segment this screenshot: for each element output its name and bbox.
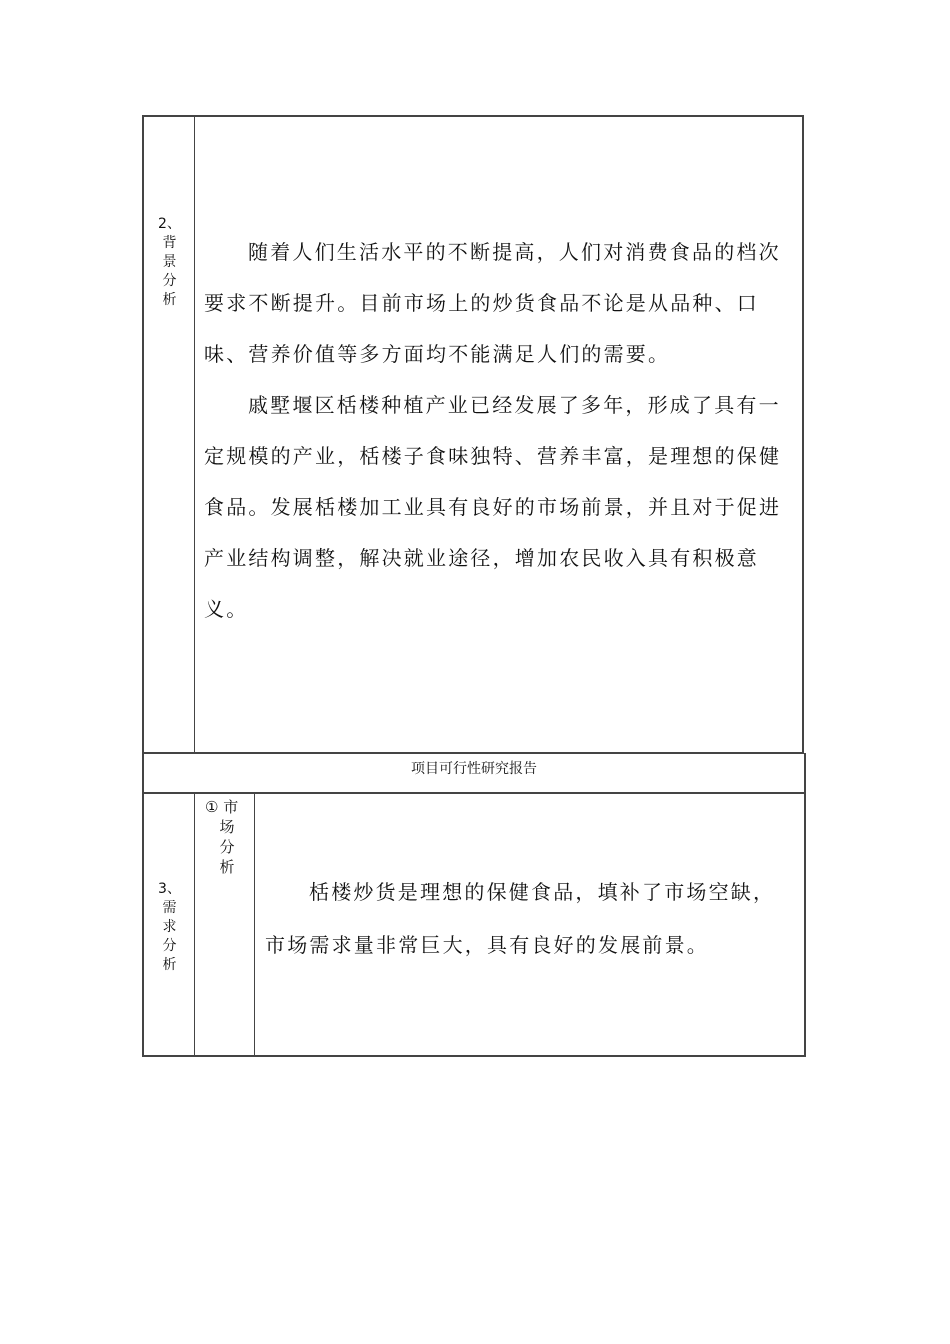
market-analysis-label-char: ① 市: [205, 798, 239, 816]
section-3-label-char: 求: [162, 919, 177, 935]
section-3-label-cell: [144, 794, 195, 1055]
section-3-label-char: 3、: [158, 881, 181, 897]
section-3-content: [265, 866, 795, 972]
report-title: 项目可行性研究报告: [411, 761, 537, 777]
market-analysis-label-char: 场: [219, 818, 235, 836]
market-analysis-label: [205, 797, 249, 877]
section-3-table: [142, 793, 806, 1057]
market-analysis-label-char: 析: [219, 858, 235, 876]
section-2-paragraph: 戚墅堰区栝楼种植产业已经发展了多年，形成了具有一定规模的产业，栝楼子食味独特、营养丰富，是理想的保健食品。发展栝楼加工业具有良好的市场前景，并且对于促进产业结构调整，解决就业途径，增加农民收入具有积极意义。: [204, 393, 782, 621]
section-2-label-char: 背: [162, 235, 177, 251]
section-2-label-cell: [144, 117, 195, 752]
section-2-label: [144, 215, 195, 310]
section-2-label-char: 景: [162, 254, 177, 270]
section-3-label-char: 分: [162, 938, 177, 954]
report-header-row: [142, 753, 806, 793]
section-3-paragraph: 栝楼炒货是理想的保健食品，填补了市场空缺，市场需求量非常巨大，具有良好的发展前景。: [265, 880, 776, 957]
section-2-label-char: 2、: [158, 216, 181, 232]
section-3-label-char: 析: [162, 957, 177, 973]
market-analysis-label-char: 分: [219, 838, 235, 856]
section-3-sub-label-cell: [195, 794, 255, 1055]
section-2-table: [142, 115, 804, 753]
section-2-content: [204, 227, 800, 635]
section-2-paragraph: 随着人们生活水平的不断提高，人们对消费食品的档次要求不断提升。目前市场上的炒货食品不论是从品种、口味、营养价值等多方面均不能满足人们的需要。: [204, 240, 781, 366]
section-3-label-char: 需: [162, 900, 177, 916]
section-2-label-char: 分: [162, 273, 177, 289]
section-3-label: [144, 880, 195, 975]
section-2-label-char: 析: [162, 292, 177, 308]
